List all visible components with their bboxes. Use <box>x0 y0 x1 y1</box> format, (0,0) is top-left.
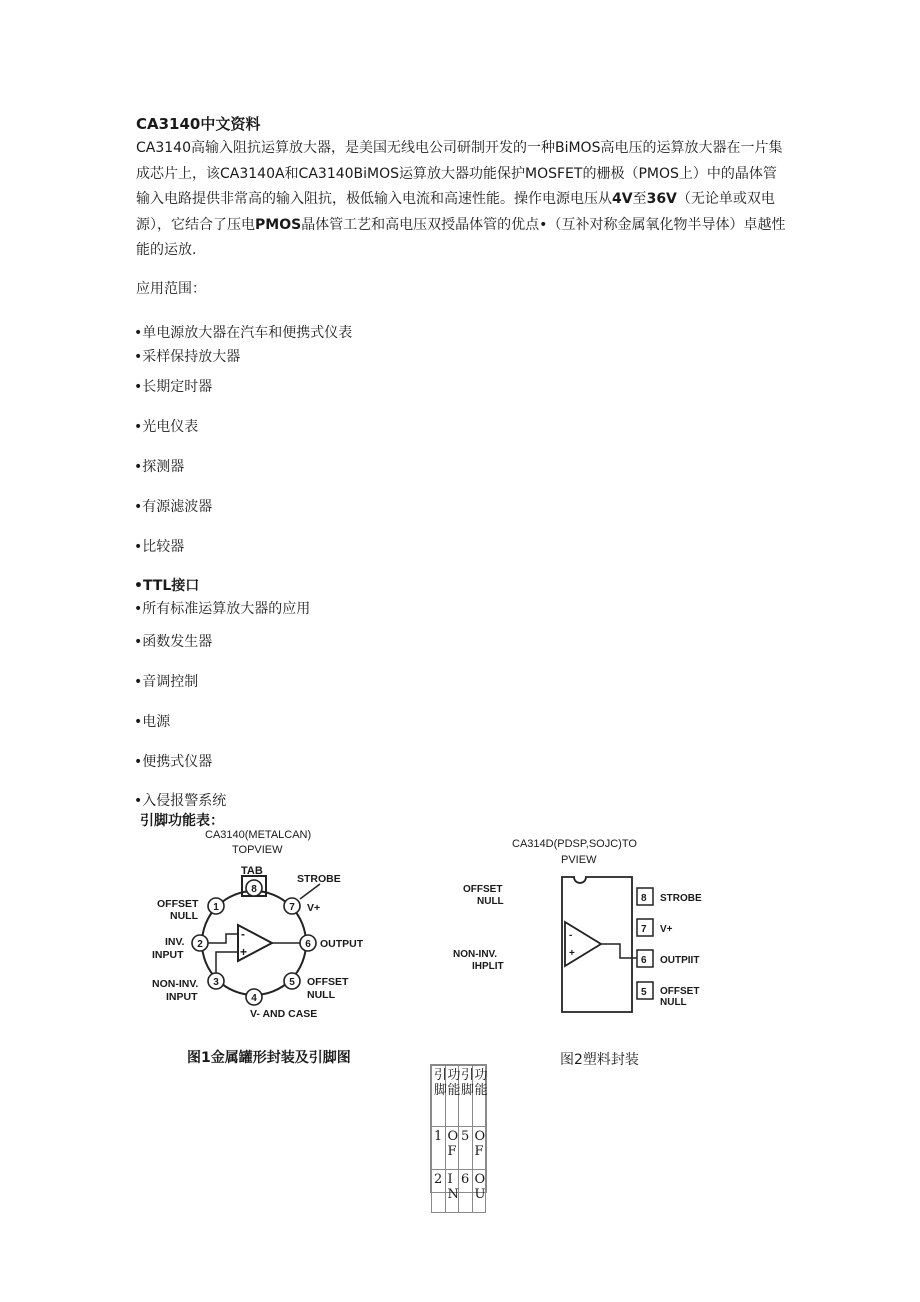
application-item: •TTL接口 <box>134 578 200 594</box>
dip-noninv-label-1: NON-INV. <box>453 949 498 960</box>
table-cell: 1 <box>434 1129 443 1144</box>
table-header-cell: 引脚 <box>461 1068 475 1098</box>
can-pin-2: 2 <box>197 939 203 950</box>
can-pin-6: 6 <box>305 939 311 950</box>
application-item: •便携式仪器 <box>134 754 213 770</box>
application-item: •长期定时器 <box>134 379 213 395</box>
fig1-title-line2: TOPVIEW <box>232 844 283 856</box>
table-row <box>432 1170 486 1213</box>
can-pin-5: 5 <box>289 977 295 988</box>
table-cell: OF <box>474 1129 486 1159</box>
application-item: •采样保持放大器 <box>134 349 241 365</box>
noninv-label-1: NON-INV. <box>152 978 199 990</box>
application-item: •光电仪表 <box>134 419 199 435</box>
application-item: •所有标准运算放大器的应用 <box>134 601 311 617</box>
figure2-caption: 图2塑料封装 <box>560 1052 639 1068</box>
application-item: •电源 <box>134 714 171 730</box>
strobe-label: STROBE <box>297 873 341 885</box>
intro-text-4: 晶体管工艺和高电压双授晶体管的优点•（互补对称金属氧化物半导体）卓越性能的运放. <box>136 216 786 258</box>
document-title: CA3140中文资料 <box>136 115 261 133</box>
pinout-figures <box>140 822 740 1044</box>
can-pin-3: 3 <box>213 977 219 988</box>
dip-offset-b-label-1: OFFSET <box>660 986 700 997</box>
plus-sign-icon: + <box>240 945 248 959</box>
dip-pin-6: 6 <box>641 955 647 966</box>
fig1-title-line1: CA3140(METALCAN) <box>205 829 312 841</box>
inv-label-1: INV. <box>165 936 185 948</box>
dip-offset-label-2: NULL <box>477 896 504 907</box>
offset-null-b-label-2: NULL <box>307 989 335 1001</box>
dip-output-label: OUTPIIT <box>660 955 700 966</box>
table-header-row <box>432 1066 486 1127</box>
table-header-cell: 功能 <box>447 1068 461 1098</box>
table-row <box>432 1127 486 1170</box>
intro-text-1: CA3140高输入阻抗运算放大器，是美国无线电公司研制开发的一种BiMOS高电压的运算放大器在一片集成芯片上，该CA3140A和CA3140BiMOS运算放大器功能保护MOSFET的栅极（PMOS上）中的晶体管输入电路提供非常高的输入阻抗，极低输入电流和高速性能。操作电源电压从 <box>136 140 783 207</box>
vminus-label: V- AND CASE <box>250 1008 318 1020</box>
intro-text-2: 至 <box>632 191 647 207</box>
pin-function-table <box>430 1064 488 1202</box>
intro-text-3: （无论单或双电源），它结合了压电 <box>136 191 775 233</box>
fig2-title-line1: CA314D(PDSP,SOJC)TO <box>512 838 637 850</box>
application-item: •比较器 <box>134 539 185 555</box>
offset-null-label-1: OFFSET <box>157 898 199 910</box>
pin-table-label: 引脚功能表： <box>140 813 224 829</box>
voltage-high: 36V <box>646 191 677 207</box>
dip-strobe-label: STROBE <box>660 893 702 904</box>
metal-can-diagram <box>152 829 364 1020</box>
can-pin-8: 8 <box>251 884 257 895</box>
table-header-cell: 引脚 <box>434 1068 448 1098</box>
dip-plus-icon: + <box>569 948 575 959</box>
dip-minus-icon: - <box>569 930 573 941</box>
vplus-label: V+ <box>307 902 321 914</box>
dip-pin-8: 8 <box>641 893 647 904</box>
dip-offset-b-label-2: NULL <box>660 997 687 1008</box>
dip-pin-7: 7 <box>641 924 647 935</box>
can-pin-1: 1 <box>213 902 219 913</box>
minus-sign-icon: - <box>241 927 245 941</box>
application-item: •探测器 <box>134 459 185 475</box>
intro-paragraph <box>136 136 786 264</box>
applications-label: 应用范围： <box>136 281 206 297</box>
figure1-caption: 图1金属罐形封装及引脚图 <box>187 1050 351 1066</box>
dip-vplus-label: V+ <box>660 924 673 935</box>
table-cell: OU <box>474 1172 486 1202</box>
application-item: •音调控制 <box>134 674 199 690</box>
fig2-title-line2: PVIEW <box>561 854 597 866</box>
table-cell: IN <box>447 1172 459 1202</box>
can-pin-7: 7 <box>289 902 295 913</box>
application-item: •入侵报警系统 <box>134 793 227 809</box>
can-pin-4: 4 <box>251 993 257 1004</box>
application-item: •有源滤波器 <box>134 499 213 515</box>
voltage-low: 4V <box>612 191 633 207</box>
table-cell: 5 <box>461 1129 470 1144</box>
noninv-label-2: INPUT <box>166 991 198 1003</box>
tab-label: TAB <box>241 865 263 877</box>
dip-offset-label-1: OFFSET <box>463 884 503 895</box>
pmos-text: PMOS <box>255 216 302 233</box>
table-cell: 2 <box>434 1172 443 1187</box>
table-header-cell: 功能 <box>474 1068 488 1098</box>
offset-null-label-2: NULL <box>170 910 198 922</box>
table-cell: 6 <box>461 1172 470 1187</box>
application-item: •单电源放大器在汽车和便携式仪表 <box>134 325 353 341</box>
offset-null-b-label-1: OFFSET <box>307 976 349 988</box>
dip-noninv-label-2: IHPLIT <box>472 961 504 972</box>
plastic-package-diagram <box>453 838 702 1012</box>
application-item: •函数发生器 <box>134 634 213 650</box>
dip-pin-5: 5 <box>641 987 647 998</box>
output-label: OUTPUT <box>320 938 364 950</box>
table-cell: OF <box>447 1129 459 1159</box>
inv-label-2: INPUT <box>152 949 184 961</box>
